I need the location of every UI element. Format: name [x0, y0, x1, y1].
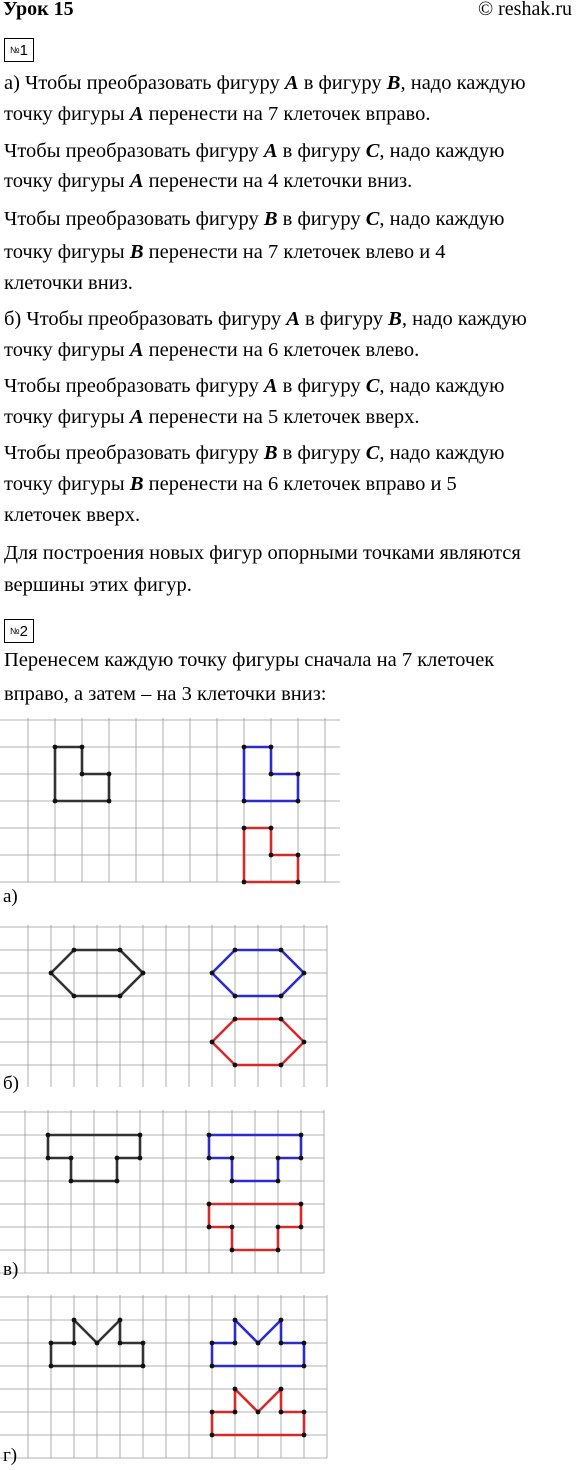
figure-variable: A: [129, 170, 144, 192]
figure-variable: A: [129, 103, 144, 125]
figure-variable: C: [365, 140, 380, 162]
vertex-point: [233, 1387, 238, 1392]
task-1-number-box: №1: [4, 38, 34, 62]
vertex-point: [210, 971, 215, 976]
lesson-title: Урок 15: [3, 0, 74, 20]
task-1-line-6: точку фигуры B перенести на 7 клеточек влево и 4: [4, 241, 446, 263]
task-1-line-8: б) Чтобы преобразовать фигуру A в фигуру B, надо каждую: [4, 308, 527, 330]
vertex-point: [299, 1202, 304, 1207]
vertex-point: [141, 971, 146, 976]
vertex-point: [279, 994, 284, 999]
vertex-point: [242, 799, 247, 804]
task-1-line-13: точку фигуры B перенести на 6 клеточек вправо и 5: [4, 473, 457, 495]
vertex-point: [72, 994, 77, 999]
vertex-point: [233, 948, 238, 953]
task-1-number: 1: [19, 42, 28, 59]
vertex-point: [46, 1133, 51, 1138]
grid-panel-a: [0, 718, 340, 904]
vertex-point: [138, 1133, 143, 1138]
vertex-point: [207, 1225, 212, 1230]
task-1-line-11: точку фигуры A перенести на 5 клеточек вверх.: [4, 406, 420, 428]
vertex-point: [279, 1410, 284, 1415]
vertex-point: [269, 772, 274, 777]
vertex-point: [138, 1156, 143, 1161]
vertex-point: [302, 1364, 307, 1369]
vertex-point: [276, 1156, 281, 1161]
vertex-point: [72, 1341, 77, 1346]
vertex-point: [141, 1341, 146, 1346]
vertex-point: [302, 971, 307, 976]
task-2-number: 2: [19, 623, 28, 640]
vertex-point: [107, 799, 112, 804]
vertex-point: [107, 772, 112, 777]
vertex-point: [141, 1364, 146, 1369]
vertex-point: [210, 1341, 215, 1346]
vertex-point: [302, 1040, 307, 1045]
figure-variable: A: [129, 339, 144, 361]
figure-variable: B: [388, 308, 402, 330]
vertex-point: [279, 948, 284, 953]
vertex-point: [210, 1410, 215, 1415]
figure-variable: B: [386, 72, 401, 94]
vertex-point: [230, 1156, 235, 1161]
task-1-line-5: Чтобы преобразовать фигуру B в фигуру C, надо каждую: [4, 208, 505, 230]
vertex-point: [80, 772, 85, 777]
vertex-point: [276, 1225, 281, 1230]
vertex-point: [210, 1433, 215, 1438]
vertex-point: [115, 1156, 120, 1161]
figure-variable: C: [365, 375, 380, 397]
grid-panel-v: [0, 1110, 345, 1278]
task-2-line-1: Перенесем каждую точку фигуры сначала на 7 клеточек: [4, 649, 495, 671]
figure-variable: B: [263, 442, 278, 464]
vertex-point: [296, 772, 301, 777]
vertex-point: [242, 826, 247, 831]
task-1-line-4: точку фигуры A перенести на 4 клеточки вниз.: [4, 170, 413, 192]
vertex-point: [279, 1017, 284, 1022]
vertex-point: [233, 1341, 238, 1346]
vertex-point: [207, 1202, 212, 1207]
vertex-point: [210, 1040, 215, 1045]
vertex-point: [296, 853, 301, 858]
vertex-point: [276, 1179, 281, 1184]
grid-panel-b: [0, 925, 345, 1087]
figure-variable: B: [129, 241, 144, 263]
vertex-point: [299, 1133, 304, 1138]
task-2-number-box: №2: [4, 619, 34, 643]
vertex-point: [210, 1364, 215, 1369]
figure-variable: B: [263, 208, 278, 230]
vertex-point: [269, 826, 274, 831]
vertex-point: [242, 880, 247, 885]
vertex-point: [72, 948, 77, 953]
figure-variable: A: [129, 406, 144, 428]
vertex-point: [269, 745, 274, 750]
vertex-point: [69, 1179, 74, 1184]
vertex-point: [49, 971, 54, 976]
vertex-point: [279, 1387, 284, 1392]
vertex-point: [72, 1318, 77, 1323]
vertex-point: [302, 1410, 307, 1415]
panel-g-label: г): [3, 1445, 18, 1466]
task-1-line-12: Чтобы преобразовать фигуру B в фигуру C, надо каждую: [4, 442, 505, 464]
vertex-point: [53, 745, 58, 750]
figure-variable: A: [263, 140, 278, 162]
vertex-point: [230, 1248, 235, 1253]
vertex-point: [118, 1318, 123, 1323]
panel-a-label: а): [3, 886, 18, 907]
task-1-line-9: точку фигуры A перенести на 6 клеточек влево.: [4, 339, 420, 361]
vertex-point: [279, 1341, 284, 1346]
vertex-point: [296, 880, 301, 885]
task-2-line-2: вправо, а затем – на 3 клеточки вниз:: [4, 683, 327, 705]
vertex-point: [279, 1063, 284, 1068]
vertex-point: [256, 1341, 261, 1346]
vertex-point: [230, 1225, 235, 1230]
panel-v-label: в): [3, 1259, 19, 1280]
vertex-point: [256, 1410, 261, 1415]
vertex-point: [233, 994, 238, 999]
task-1-line-16: вершины этих фигур.: [4, 574, 192, 596]
task-1-line-7: клеточки вниз.: [4, 272, 133, 294]
grid-lines: [0, 1295, 327, 1458]
vertex-point: [302, 1341, 307, 1346]
task-1-line-14: клеточек вверх.: [4, 504, 141, 526]
figure-variable: C: [365, 442, 380, 464]
vertex-point: [233, 1063, 238, 1068]
vertex-point: [118, 994, 123, 999]
vertex-point: [69, 1156, 74, 1161]
vertex-point: [118, 948, 123, 953]
panel-b-label: б): [3, 1073, 19, 1094]
figure-variable: A: [284, 72, 299, 94]
vertex-point: [296, 799, 301, 804]
vertex-point: [276, 1248, 281, 1253]
figure-variable: B: [129, 473, 144, 495]
task-1-line-10: Чтобы преобразовать фигуру A в фигуру C, надо каждую: [4, 375, 505, 397]
vertex-point: [242, 745, 247, 750]
vertex-point: [49, 1341, 54, 1346]
vertex-point: [49, 1364, 54, 1369]
vertex-point: [279, 1318, 284, 1323]
vertex-point: [230, 1179, 235, 1184]
grid-panel-g: [0, 1295, 345, 1467]
vertex-point: [46, 1156, 51, 1161]
vertex-point: [233, 1017, 238, 1022]
vertex-point: [95, 1341, 100, 1346]
task-1-line-15: Для построения новых фигур опорными точками являются: [4, 542, 521, 564]
vertex-point: [233, 1318, 238, 1323]
vertex-point: [80, 745, 85, 750]
vertex-point: [269, 853, 274, 858]
vertex-point: [118, 1341, 123, 1346]
vertex-point: [53, 799, 58, 804]
figure-variable: A: [263, 375, 278, 397]
copyright-site: © reshak.ru: [477, 0, 572, 20]
vertex-point: [233, 1410, 238, 1415]
vertex-point: [115, 1179, 120, 1184]
vertex-point: [299, 1225, 304, 1230]
task-1-line-2: точку фигуры A перенести на 7 клеточек вправо.: [4, 103, 431, 125]
task-1-line-3: Чтобы преобразовать фигуру A в фигуру C, надо каждую: [4, 140, 505, 162]
figure-variable: A: [286, 308, 300, 330]
vertex-point: [207, 1156, 212, 1161]
vertex-point: [302, 1433, 307, 1438]
vertex-point: [299, 1156, 304, 1161]
task-1-line-1: а) Чтобы преобразовать фигуру A в фигуру B, надо каждую: [4, 72, 526, 94]
vertex-point: [207, 1133, 212, 1138]
figure-variable: C: [365, 208, 380, 230]
